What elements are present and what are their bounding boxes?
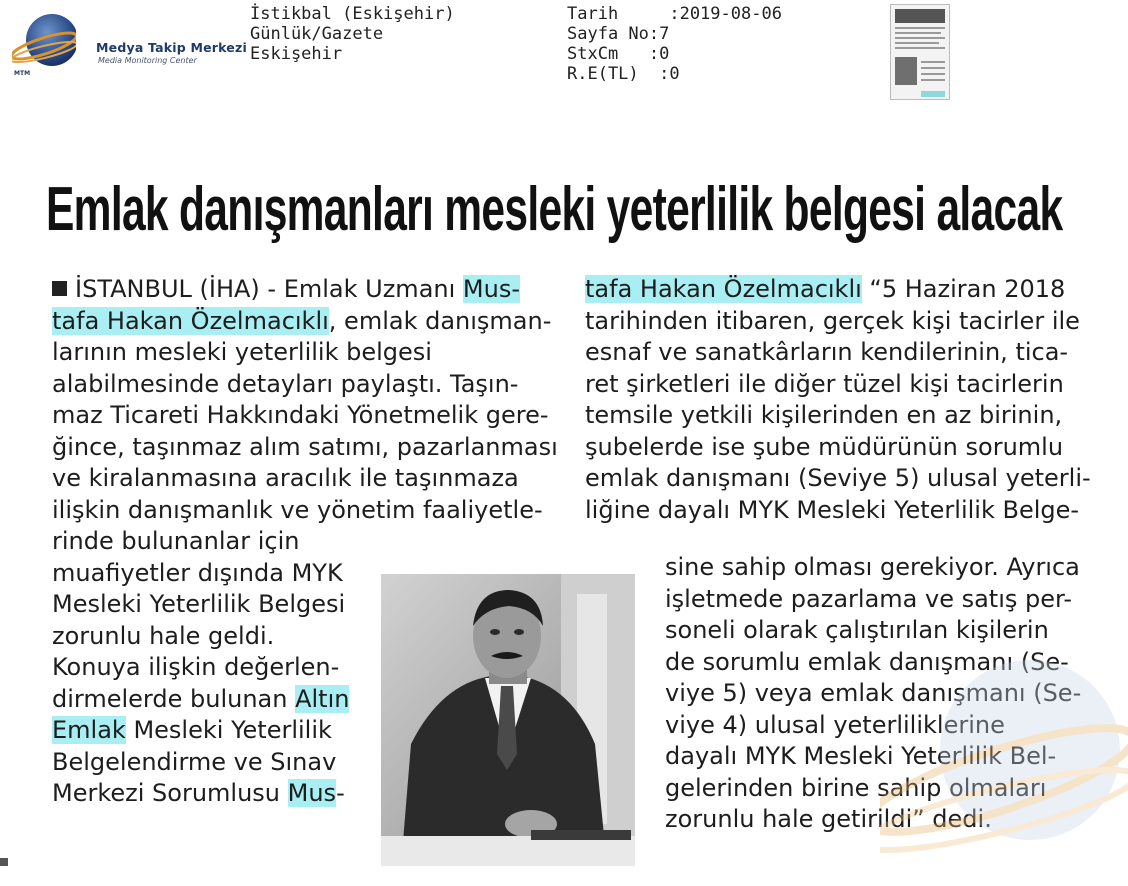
article-text: , emlak danışman-	[328, 306, 552, 335]
highlighted-keyword: Emlak	[52, 716, 126, 744]
article-line	[585, 274, 1091, 306]
article-text: emlak danışmanı (Seviye 5) ulusal yeterli-	[585, 464, 1091, 492]
portrait-man-icon	[381, 574, 635, 866]
article-text: soneli olarak çalıştırılan kişilerin	[665, 616, 1049, 644]
corner-marker	[0, 858, 8, 866]
article-text: Merkezi Sorumlusu	[52, 779, 288, 807]
logo-abbreviation: MTM	[14, 70, 31, 77]
article-text: ve kiralanmasına aracılık ile taşınmaza	[52, 464, 519, 492]
article-text: İSTANBUL (İHA) - Emlak Uzmanı	[75, 275, 463, 303]
article-text: viye 5) veya emlak danışmanı (Se-	[665, 679, 1082, 707]
clipping-info	[567, 4, 782, 84]
article-line	[52, 526, 558, 558]
article-text: tarihinden itibaren, gerçek kişi tacirler ile	[585, 306, 1080, 335]
article-text: gelerinden birine sahip olmaları	[665, 773, 1047, 802]
article-headline: Emlak danışmanları mesleki yeterlilik belgesi alacak	[46, 175, 1063, 244]
article-text: Belgelendirme ve Sınav	[52, 747, 337, 776]
page-line: Sayfa No:7	[567, 24, 670, 44]
article-line	[665, 552, 1081, 584]
article-text: zorunlu hale geldi.	[52, 621, 275, 650]
article-line	[585, 495, 1091, 527]
article-text: larının mesleki yeterlilik belgesi	[52, 338, 432, 366]
article-line	[52, 495, 558, 527]
article-line	[585, 463, 1091, 495]
date-line: Tarih :2019-08-06	[567, 4, 782, 24]
article-line	[585, 369, 1091, 401]
article-text: zorunlu hale getirildi” dedi.	[665, 805, 992, 833]
article-text: maz Ticareti Hakkındaki Yönetmelik gere-	[52, 401, 549, 429]
article-line	[52, 306, 558, 338]
media-monitoring-logo	[6, 6, 246, 76]
article-text: “5 Haziran 2018	[861, 275, 1066, 303]
article-line	[585, 400, 1091, 432]
article-line	[52, 274, 558, 306]
publication-city: Eskişehir	[250, 44, 343, 64]
article-line	[585, 432, 1091, 464]
logo-subtitle: Media Monitoring Center	[98, 56, 197, 65]
article-text: rinde bulunanlar için	[52, 527, 300, 555]
article-text: alabilmesinde detayları paylaştı. Taşın-	[52, 369, 519, 398]
article-text: şubelerde ise şube müdürünün sorumlu	[585, 432, 1064, 461]
article-text: liğine dayalı MYK Mesleki Yeterlilik Belge-	[585, 495, 1080, 524]
publication-name: İstikbal (Eskişehir)	[250, 4, 455, 24]
article-text: Mesleki Yeterlilik Belgesi	[52, 590, 346, 618]
article-line	[665, 584, 1081, 616]
article-text: Konuya ilişkin değerlen-	[52, 653, 340, 681]
re-line: R.E(TL) :0	[567, 64, 680, 84]
publication-info	[250, 4, 455, 64]
article-line	[52, 337, 558, 369]
article-line	[585, 337, 1091, 369]
article-line	[52, 463, 558, 495]
highlighted-keyword: tafa Hakan Özelmacıklı	[52, 306, 329, 335]
article-text: sine sahip olması gerekiyor. Ayrıca	[665, 553, 1080, 581]
article-text: muafiyetler dışında MYK	[52, 558, 343, 587]
article-line	[52, 400, 558, 432]
globe-logo-icon	[12, 10, 76, 74]
publication-type: Günlük/Gazete	[250, 24, 384, 44]
article-text: de sorumlu emlak danışmanı (Se-	[665, 647, 1069, 676]
highlighted-keyword: Altın	[295, 684, 350, 713]
article-text: esnaf ve sanatkârların kendilerinin, tica-	[585, 338, 1069, 366]
page-thumbnail[interactable]	[890, 4, 950, 100]
article-text: viye 4) ulusal yeterliliklerine	[665, 710, 1005, 739]
article-text: -	[336, 779, 345, 807]
watermark-globe-icon	[880, 640, 1128, 880]
article-text: temsile yetkili kişilerinden en az birinin,	[585, 401, 1063, 429]
article-text: ret şirketleri ile diğer tüzel kişi tacirlerin	[585, 369, 1064, 398]
logo-title: Medya Takip Merkezi	[96, 40, 247, 55]
article-line	[52, 432, 558, 464]
article-text: dayalı MYK Mesleki Yeterlilik Bel-	[665, 742, 1057, 770]
article-text: Mesleki Yeterlilik	[125, 716, 332, 744]
stxcm-line: StxCm :0	[567, 44, 670, 64]
article-text: dirmelerde bulunan	[52, 684, 296, 713]
highlighted-keyword: Mus-	[462, 275, 520, 303]
bullet-square-icon	[52, 281, 67, 296]
article-text: işletmede pazarlama ve satış per-	[665, 584, 1073, 613]
article-text: ğince, taşınmaz alım satımı, pazarlanması	[52, 432, 558, 461]
article-line	[52, 369, 558, 401]
article-text: ilişkin danışmanlık ve yönetim faaliyetle-	[52, 495, 543, 524]
article-photo	[381, 574, 635, 866]
article-column-2	[585, 274, 1091, 526]
highlighted-keyword: tafa Hakan Özelmacıklı	[585, 275, 862, 303]
highlighted-keyword: Mus	[287, 779, 337, 807]
article-line	[585, 306, 1091, 338]
